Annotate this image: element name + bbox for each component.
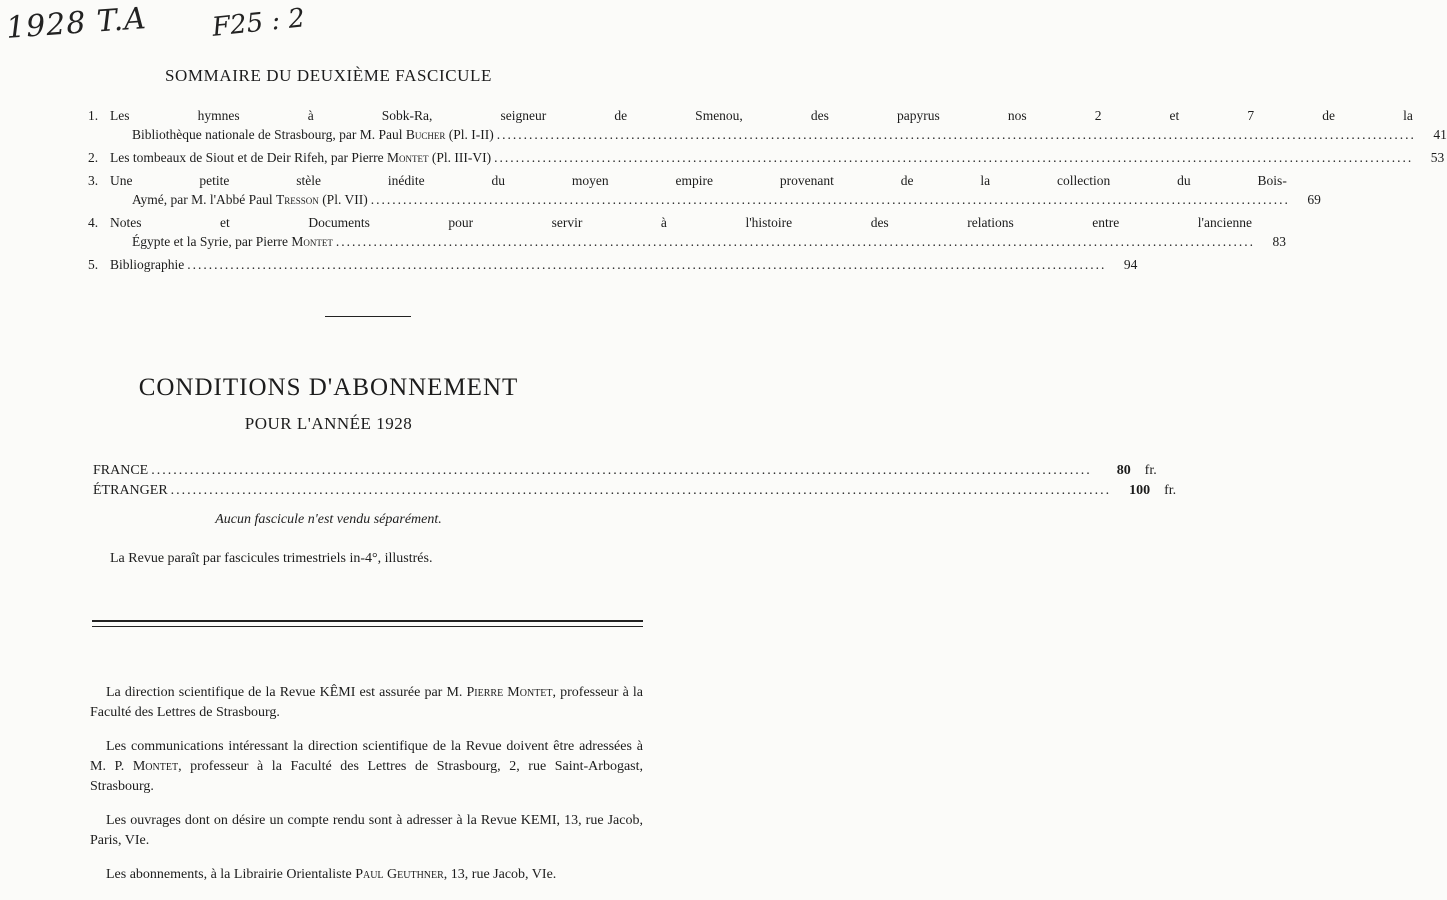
section-divider (325, 316, 411, 317)
toc-entry (88, 255, 1138, 274)
toc-page: 83 (1272, 234, 1286, 249)
price-label: ÉTRANGER (93, 483, 168, 498)
price-list (93, 461, 1177, 501)
toc-text: Bibliographie (110, 257, 185, 272)
reviews-paragraph: Les ouvrages dont on désire un compte rendu sont à adresser à la Revue KEMI, 13, rue Jacob, Paris, VIe. (90, 813, 643, 848)
toc-number: 5. (88, 257, 99, 272)
direction-paragraph: La direction scientifique de la Revue KÊMI est assurée par M. Pierre Montet, professeur à la Faculté des Lettres de Strasbourg. (90, 685, 643, 720)
toc-entry (88, 171, 1321, 209)
toc-page: 41 (1433, 127, 1447, 142)
toc-text: Bibliothèque nationale de Strasbourg, par M. Paul Bucher (Pl. I-II) (132, 127, 494, 142)
price-amount: 80 (1116, 463, 1131, 478)
conditions-title: CONDITIONS D'ABONNEMENT (138, 374, 519, 401)
sommaire-title: SOMMAIRE DU DEUXIÈME FASCICULE (165, 66, 492, 85)
handwritten-reference: 1928 T.A (4, 1, 148, 46)
toc-text: Les hymnes à Sobk-Ra, seigneur de Smenou, des papyrus nos 2 et 7 de la (110, 108, 1413, 123)
communications-paragraph: Les communications intéressant la direction scientifique de la Revue doivent être adressées à M. P. Montet, professeur à la Faculté des Lettres de Strasbourg, 2, rue Saint-Arbogast, Strasbourg. (90, 739, 643, 794)
toc-text: Notes et Documents pour servir à l'histoire des relations entre l'ancienne (110, 215, 1252, 230)
price-unit: fr. (1144, 463, 1157, 478)
price-row (93, 481, 1177, 501)
toc-number: 4. (88, 215, 99, 230)
periodicity-note: La Revue paraît par fascicules trimestriels in-4°, illustrés. (110, 551, 433, 566)
subscriptions-paragraph: Les abonnements, à la Librairie Orientaliste Paul Geuthner, 13, rue Jacob, VIe. (106, 867, 557, 882)
toc-number: 3. (88, 173, 99, 188)
sale-note: Aucun fascicule n'est vendu séparément. (215, 512, 442, 527)
toc-text: Les tombeaux de Siout et de Deir Rifeh, par Pierre Montet (Pl. III-VI) (110, 150, 492, 165)
editorial-information (90, 683, 643, 899)
toc-number: 1. (88, 108, 99, 123)
leader-dots (187, 255, 1106, 274)
leader-dots (371, 190, 1290, 209)
toc-page: 94 (1123, 257, 1138, 272)
handwritten-shelfmark: F25 : 2 (210, 3, 307, 43)
price-unit: fr. (1164, 483, 1177, 498)
leader-dots (171, 481, 1112, 501)
price-label: FRANCE (93, 463, 149, 478)
price-row (93, 461, 1157, 481)
leader-dots (494, 148, 1413, 167)
conditions-subtitle: POUR L'ANNÉE 1928 (244, 414, 413, 433)
toc-text: Égypte et la Syrie, par Pierre Montet (132, 234, 333, 249)
double-rule-divider (92, 620, 643, 627)
toc-entry (88, 106, 1447, 144)
leader-dots (336, 232, 1255, 251)
toc-text: Une petite stèle inédite du moyen empire provenant de la collection du Bois- (110, 173, 1287, 188)
toc-entry (88, 213, 1286, 251)
toc-number: 2. (88, 150, 99, 165)
toc-entry (88, 148, 1445, 167)
leader-dots (151, 461, 1092, 481)
leader-dots (497, 125, 1416, 144)
price-amount: 100 (1129, 483, 1151, 498)
toc-page: 69 (1307, 192, 1321, 207)
toc-text: Aymé, par M. l'Abbé Paul Tresson (Pl. VII) (132, 192, 368, 207)
table-of-contents (88, 106, 1447, 278)
toc-page: 53 (1430, 150, 1445, 165)
